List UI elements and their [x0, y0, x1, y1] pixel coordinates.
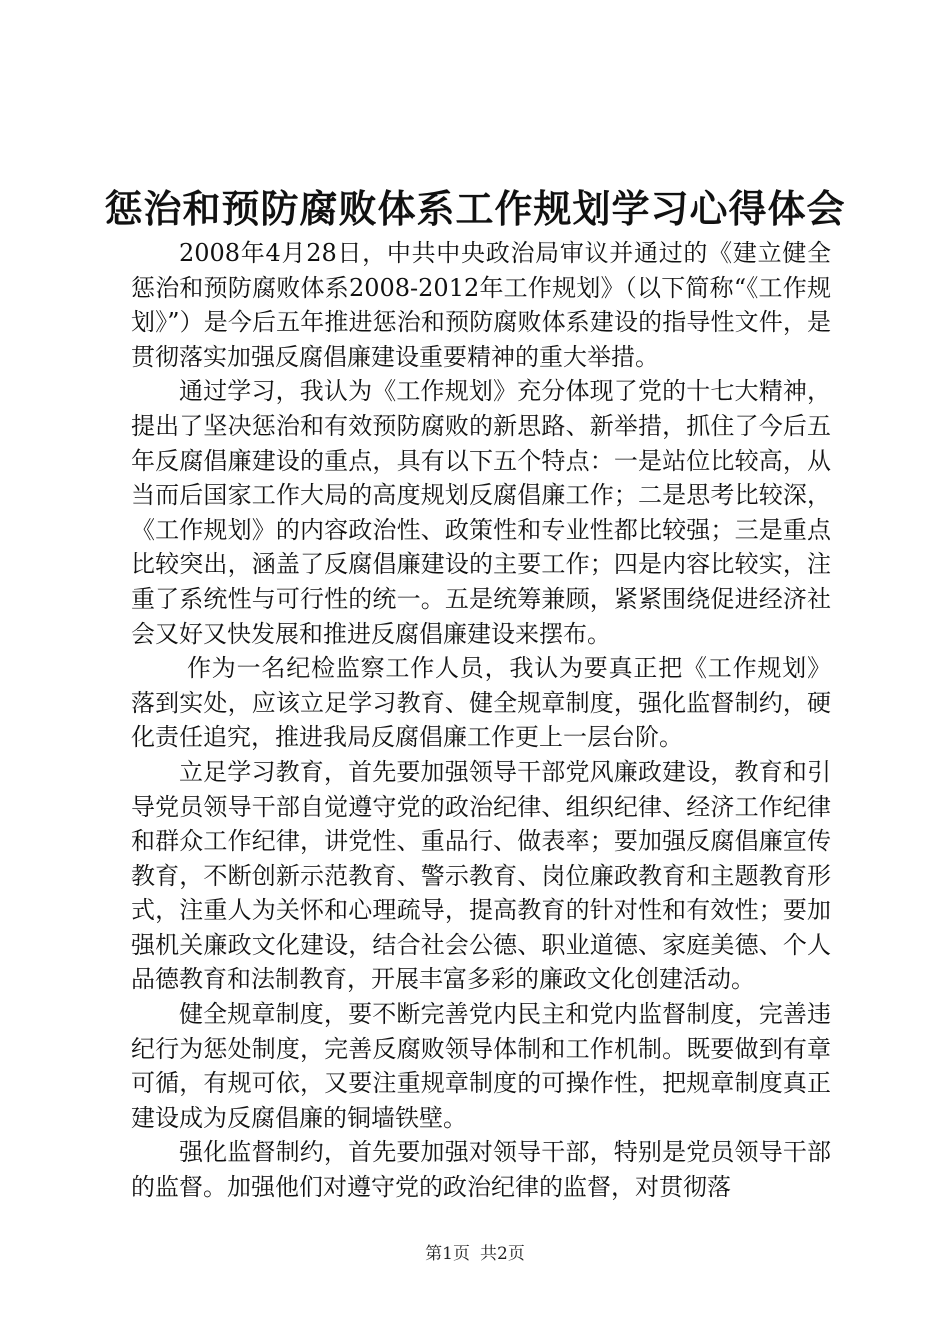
paragraph-features: 通过学习，我认为《工作规划》充分体现了党的十七大精神，提出了坚决惩治和有效预防腐败的新思路、新举措，抓住了今后五年反腐倡廉建设的重点，具有以下五个特点：一是站位比较高，从当而后国家工作大局的高度规划反腐倡廉工作；二是思考比较深，《工作规划》的内容政治性、政策性和专业性都比较强；三是重点比较突出，涵盖了反腐倡廉建设的主要工作；四是内容比较实，注重了系统性与可行性的统一。五是统筹兼顾，紧紧围绕促进经济社会又好又快发展和推进反腐倡廉建设来摆布。 [131, 377, 831, 648]
paragraph-regulations: 健全规章制度，要不断完善党内民主和党内监督制度，完善违纪行为惩处制度，完善反腐败领导体制和工作机制。既要做到有章可循，有规可依，又要注重规章制度的可操作性，把规章制度真正建设成为反腐倡廉的铜墙铁壁。 [131, 1000, 831, 1132]
paragraph-implementation: 作为一名纪检监察工作人员，我认为要真正把《工作规划》落到实处，应该立足学习教育、健全规章制度，强化监督制约，硬化责任追究，推进我局反腐倡廉工作更上一层台阶。 [131, 654, 831, 752]
document-title: 惩治和预防腐败体系工作规划学习心得体会 [104, 186, 846, 231]
paragraph-education: 立足学习教育，首先要加强领导干部党风廉政建设，教育和引导党员领导干部自觉遵守党的政治纪律、组织纪律、经济工作纪律和群众工作纪律，讲党性、重品行、做表率；要加强反腐倡廉宣传教育，不断创新示范教育、警示教育、岗位廉政教育和主题教育形式，注重人为关怀和心理疏导，提高教育的针对性和有效性；要加强机关廉政文化建设，结合社会公德、职业道德、家庭美德、个人品德教育和法制教育，开展丰富多彩的廉政文化创建活动。 [131, 757, 831, 994]
paragraph-supervision: 强化监督制约，首先要加强对领导干部，特别是党员领导干部的监督。加强他们对遵守党的政治纪律的监督，对贯彻落 [131, 1138, 831, 1202]
paragraph-intro: 2008年4月28日，中共中央政治局审议并通过的《建立健全惩治和预防腐败体系2008-2012年工作规划》（以下简称“《工作规划》”）是今后五年推进惩治和预防腐败体系建设的指导性文件，是贯彻落实加强反腐倡廉建设重要精神的重大举措。 [131, 239, 831, 371]
document-body [131, 236, 831, 1205]
page-footer [0, 1242, 950, 1266]
page-number-total: 共2页 [480, 1244, 525, 1264]
page-number-current: 第1页 [425, 1244, 470, 1264]
